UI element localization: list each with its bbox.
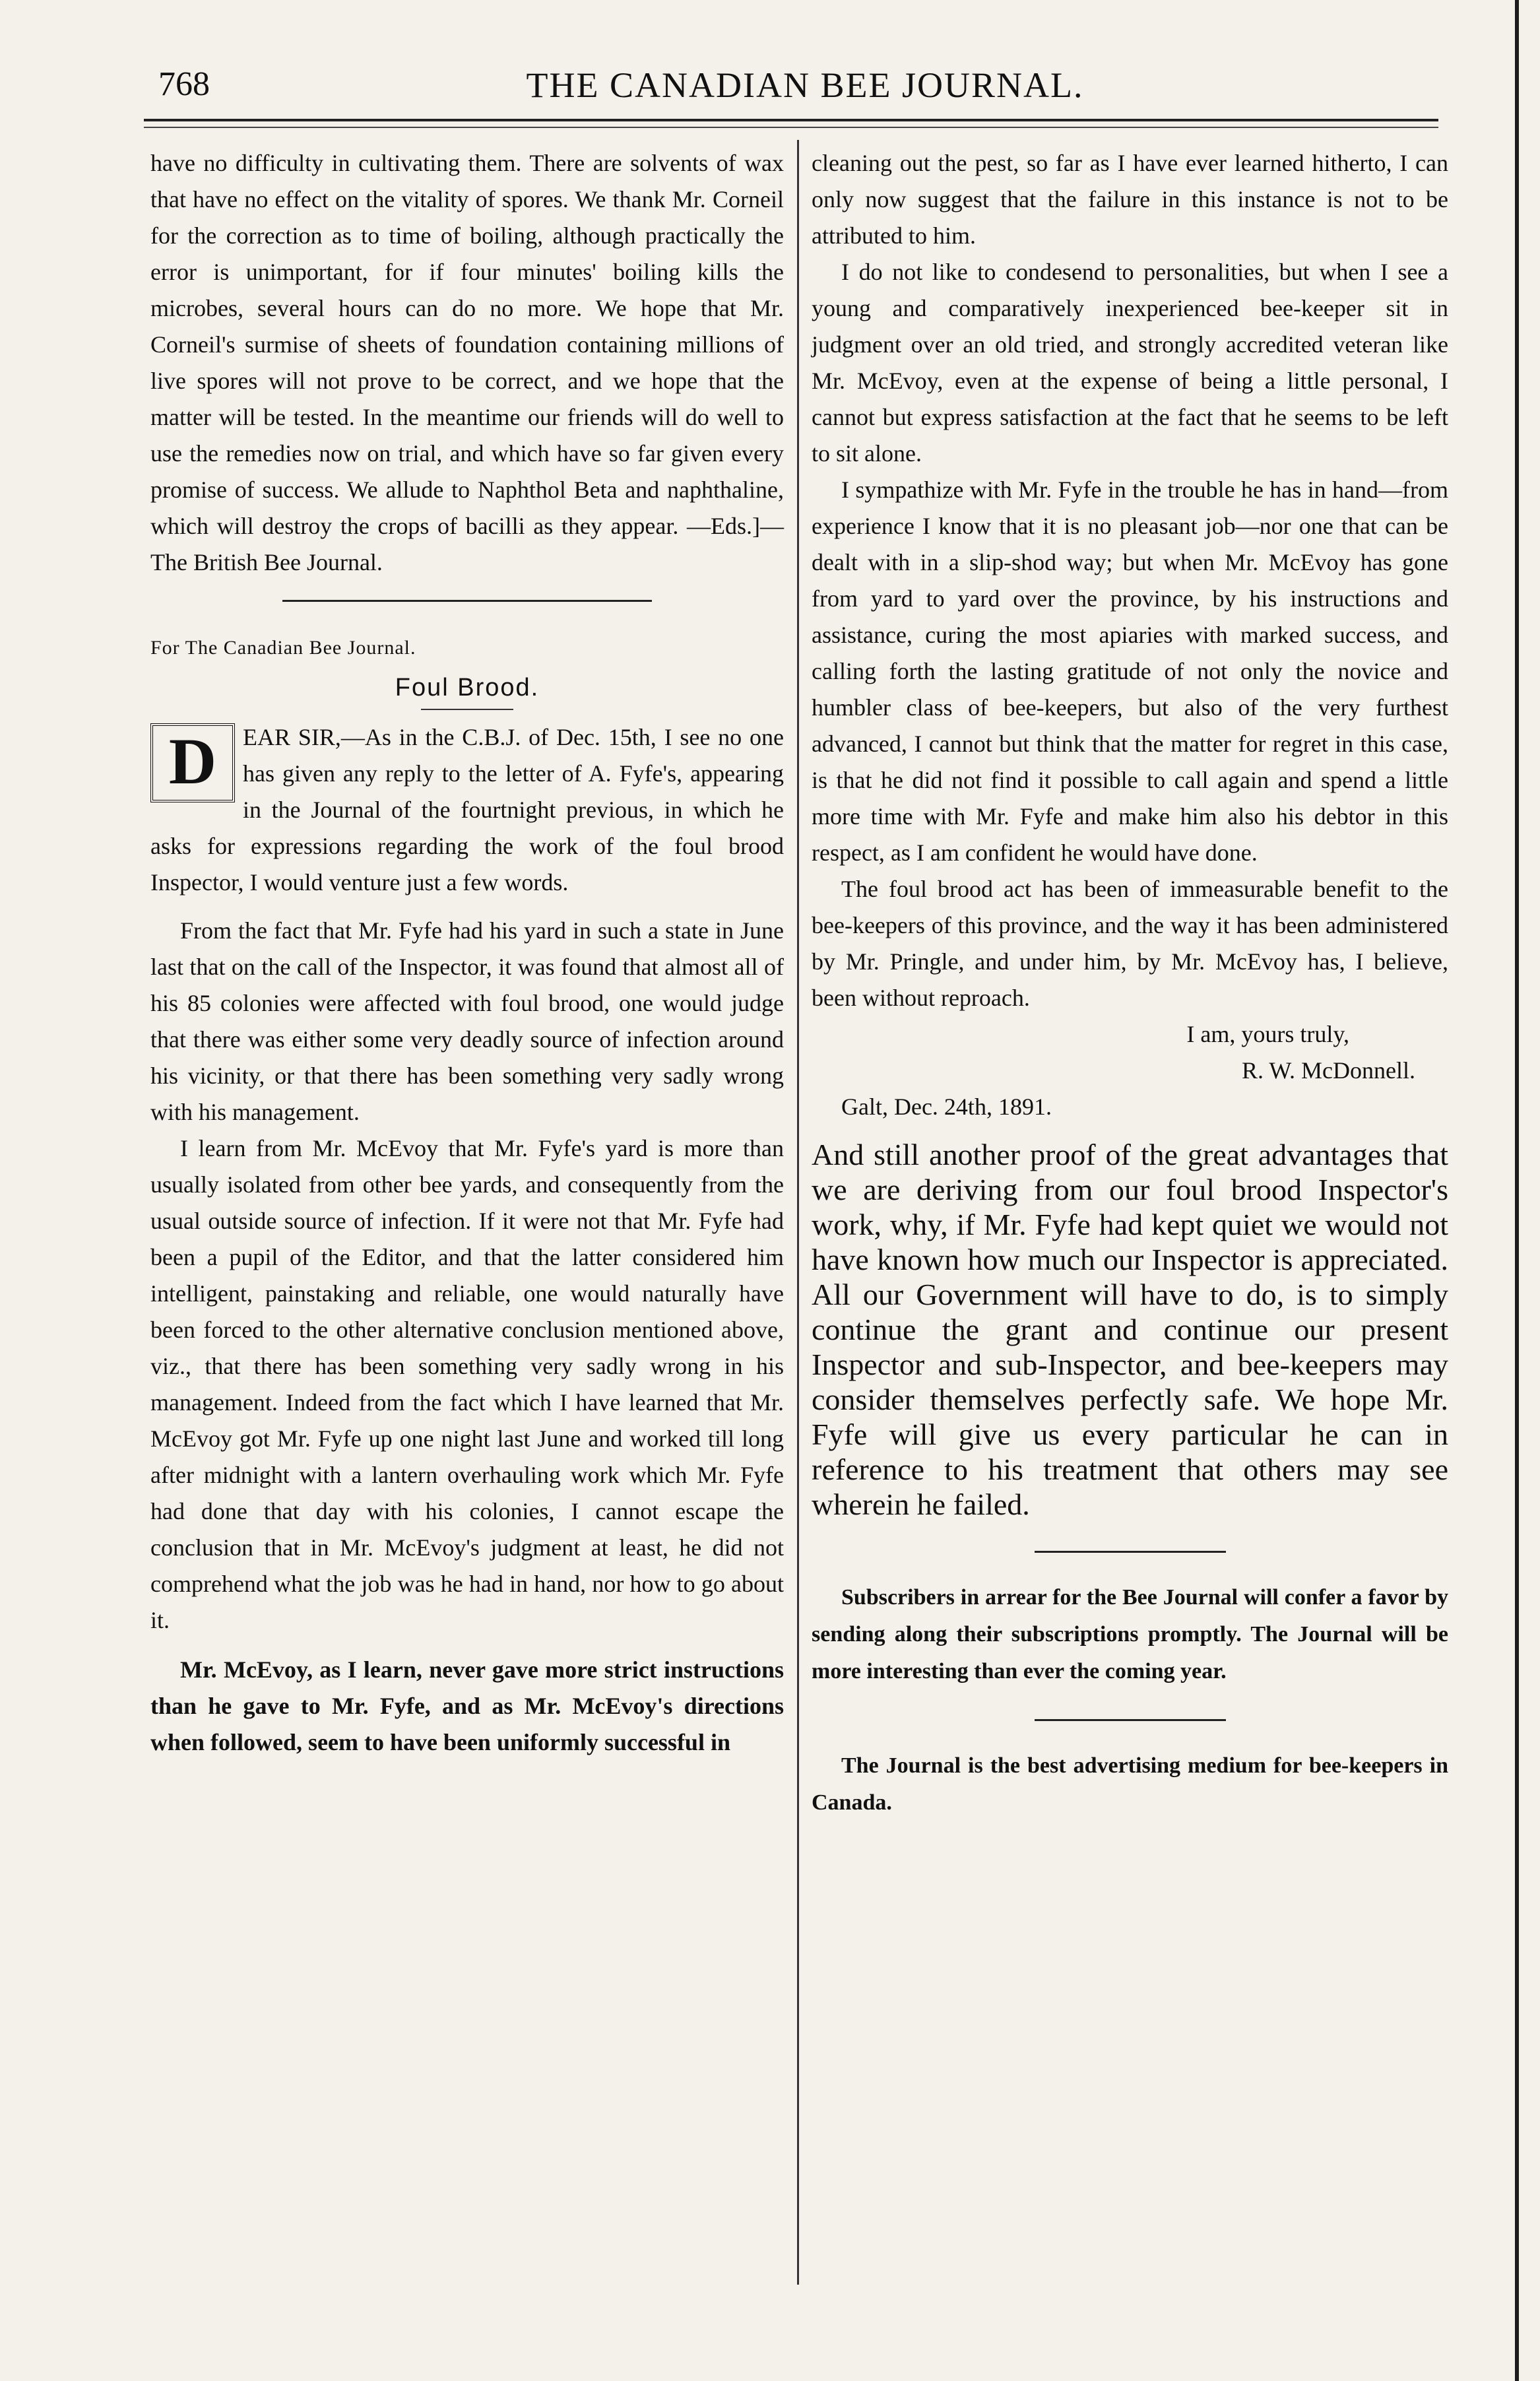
page-edge-line xyxy=(1515,0,1519,2381)
paragraph: I sympathize with Mr. Fyfe in the trouble he has in hand—from experience I know that it is no pleasant job—nor one that can be dealt with in a slip-shod way; but when Mr. McEvoy has gone from yard to yard over the province, by his instructions and assistance, curing the most apiaries with marked success, and calling forth the lasting gratitude of not only the novice and humbler class of bee-keepers, but also of the very furthest advanced, I cannot but think that the matter for regret in this case, is that he did not find it possible to call again and spend a little more time with Mr. Fyfe and make him also his debtor in this respect, as I am confident he would have done. xyxy=(812,476,1448,866)
running-title: THE CANADIAN BEE JOURNAL. xyxy=(526,65,1084,105)
byline-source: For The Canadian Bee Journal. xyxy=(150,637,416,659)
paragraph: I learn from Mr. McEvoy that Mr. Fyfe's yard is more than usually isolated from other bee yards, and consequently from the usual outside source of infection. If it were not that Mr. Fyfe had been a pupil of the Editor, and that the latter considered him intelligent, painstaking and reliable, one would naturally have been forced to the other alternative conclusion mentioned above, viz., that there has been something very sadly wrong in his management. Indeed from the fact which I have learned that Mr. McEvoy got Mr. Fyfe up one night last June and worked till long after midnight with a lantern overhauling work which Mr. Fyfe had done that day with his colonies, I cannot escape the conclusion that in Mr. McEvoy's judgment at least, he did not comprehend what the job was he had in hand, nor how to go about it. xyxy=(150,1135,784,1633)
column-divider xyxy=(797,140,799,2285)
header-rule-thin xyxy=(144,127,1438,128)
subscription-notice: Subscribers in arrear for the Bee Journal will confer a favor by sending along their subscriptions promptly. The Journal will be more interesting than ever the coming year. xyxy=(812,1585,1448,1683)
title-rule xyxy=(421,709,513,710)
article-title: Foul Brood. xyxy=(395,674,540,701)
paragraph: cleaning out the pest, so far as I have ever learned hitherto, I can only now suggest that the failure in this instance is not to be attributed to him. xyxy=(812,150,1448,249)
advertising-notice: The Journal is the best advertising medium for bee-keepers in Canada. xyxy=(812,1753,1448,1815)
section-rule xyxy=(1035,1719,1226,1721)
editorial-note: And still another proof of the great advantages that we are deriving from our foul brood Inspector's work, why, if Mr. Fyfe had kept quiet we would not have known how much our Inspector is appreciated. All our Government will have to do, is to simply continue the grant and continue our present Inspector and sub-Inspector, and bee-keepers may consider themselves perfectly safe. We hope Mr. Fyfe will give us every particular he can in reference to his treatment that others may see wherein he failed. xyxy=(812,1138,1448,1521)
dateline: Galt, Dec. 24th, 1891. xyxy=(841,1093,1052,1120)
paragraph: From the fact that Mr. Fyfe had his yard in such a state in June last that on the call of the Inspector, it was found that almost all of his 85 colonies were affected with foul brood, one would judge that there was either some very deadly source of infection around his vicinity, or that there has been something very sadly wrong with his management. xyxy=(150,917,784,1125)
left-column xyxy=(150,145,784,1761)
paragraph: The foul brood act has been of immeasurable benefit to the bee-keepers of this province, and the way it has been administered by Mr. Pringle, and under him, by Mr. McEvoy has, I believe, been without reproach. xyxy=(812,876,1448,1011)
paragraph: Mr. McEvoy, as I learn, never gave more strict instructions than he gave to Mr. Fyfe, and as Mr. McEvoy's directions when followed, seem to have been uniformly successful in xyxy=(150,1656,784,1755)
header-rule xyxy=(144,119,1438,121)
letter-opening xyxy=(150,719,784,901)
section-rule xyxy=(1035,1551,1226,1553)
right-column xyxy=(812,145,1448,1821)
closing: I am, yours truly, xyxy=(1186,1021,1349,1047)
paragraph: EAR SIR,—As in the C.B.J. of Dec. 15th, I see no one has given any reply to the letter of A. Fyfe's, appearing in the Journal of the fourtnight previous, in which he asks for expressions regarding the work of the foul brood Inspector, I would venture just a few words. xyxy=(150,724,784,896)
page-header xyxy=(158,65,1452,117)
page-number: 768 xyxy=(158,65,210,103)
ornamental-rule xyxy=(150,581,784,620)
drop-cap: D xyxy=(150,723,235,802)
signature: R. W. McDonnell. xyxy=(1241,1057,1415,1084)
paragraph: have no difficulty in cultivating them. There are solvents of wax that have no effect on the vitality of spores. We thank Mr. Corneil for the correction as to time of boiling, although practically the error is unimportant, for if four minutes' boiling kills the microbes, several hours can do no more. We hope that Mr. Corneil's surmise of sheets of foundation containing millions of live spores will not prove to be correct, and we hope that the matter will be tested. In the meantime our friends will do well to use the remedies now on trial, and which have so far given every promise of success. We allude to Naphthol Beta and naphthaline, which will destroy the crops of bacilli as they appear. —Eds.]—The British Bee Journal. xyxy=(150,150,784,575)
paragraph: I do not like to condesend to personalities, but when I see a young and comparatively inexperienced bee-keeper sit in judgment over an old tried, and strongly accredited veteran like Mr. McEvoy, even at the expense of being a little personal, I cannot but express satisfaction at the fact that he seems to be left to sit alone. xyxy=(812,259,1448,467)
